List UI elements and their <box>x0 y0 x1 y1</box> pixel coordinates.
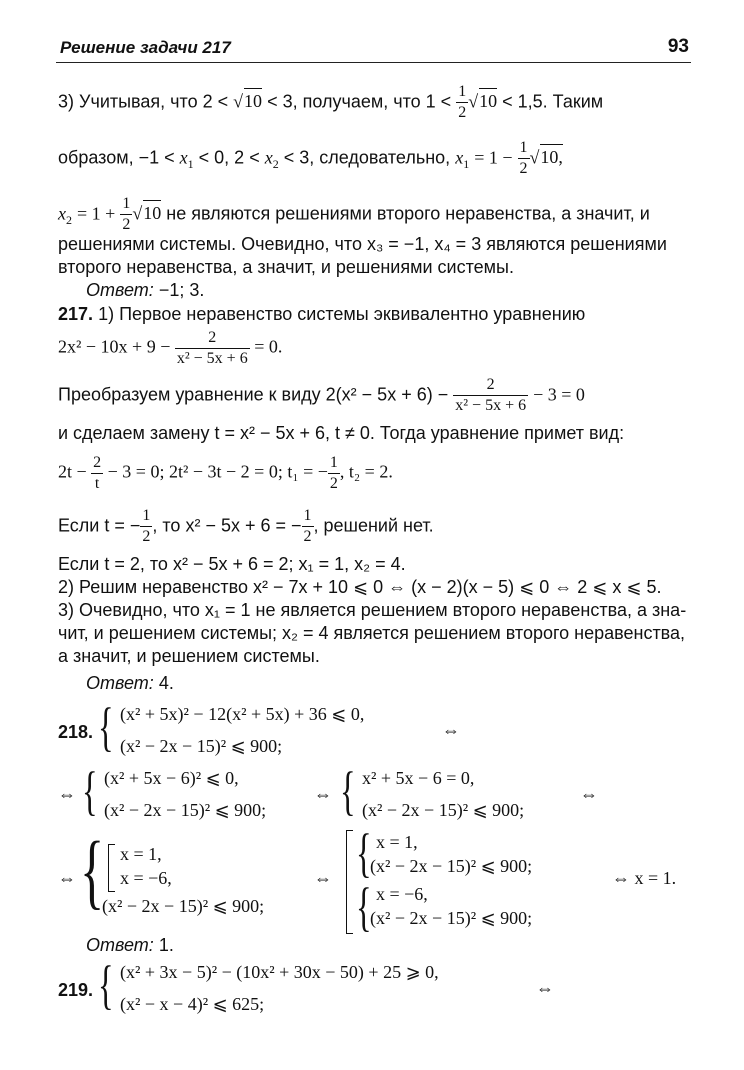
system-row: (x² − 2x − 15)² ⩽ 900; <box>362 800 525 820</box>
system-row: x² + 5x − 6 = 0, <box>362 768 475 788</box>
running-header <box>56 36 691 63</box>
system-brace: { <box>356 823 372 883</box>
system-row: (x² + 5x)² − 12(x² + 5x) + 36 ⩽ 0, <box>120 704 365 724</box>
subscript: 1 <box>187 156 194 171</box>
math-fragment: 2t − <box>58 461 87 482</box>
sqrt-value: 10 <box>244 88 262 112</box>
answer-value: 4. <box>158 673 174 693</box>
system-brace: { <box>98 955 114 1015</box>
problem-217-intro <box>58 303 585 325</box>
system-brace: { <box>356 877 372 937</box>
page-number: 93 <box>667 36 689 57</box>
answer-line <box>86 672 174 694</box>
fraction: $\frac{1}{2}$ <box>303 507 312 545</box>
system-row: (x² − 2x − 15)² ⩽ 900; <box>370 908 533 928</box>
text-fragment: < 0, 2 < <box>198 147 260 168</box>
answer-line <box>86 279 204 301</box>
text-fragment: образом, −1 < <box>58 147 175 168</box>
text-fragment: < 1,5. Таким <box>502 91 604 112</box>
equivalence-sign: ⇔ <box>536 978 554 998</box>
text-line-10: и сделаем замену t = x² − 5x + 6, t ≠ 0. Тогда уравнение примет вид: <box>58 423 625 443</box>
equivalence-sign: ⇔ <box>58 784 76 804</box>
system-row: (x² − x − 4)² ⩽ 625; <box>120 994 265 1014</box>
fraction: $\frac{1}{2}$ <box>519 139 528 177</box>
math-fragment: = 0. <box>254 336 283 357</box>
fraction: $\frac{1}{2}$ <box>122 195 131 233</box>
text-fragment: , то x² − 5x + 6 = − <box>152 515 302 536</box>
problem-number: 217. <box>58 304 94 324</box>
system-row: x = 1, <box>120 844 162 864</box>
system-row: (x² − 2x − 15)² ⩽ 900; <box>370 856 533 876</box>
equivalence-sign: ⇔ <box>314 784 332 804</box>
system-row: x = −6, <box>376 884 428 904</box>
variable: x <box>179 147 188 168</box>
text-line-14: 2) Решим неравенство x² − 7x + 10 ⩽ 0 ⇔ (x − 2)(x − 5) ⩽ 0 ⇔ 2 ⩽ x ⩽ 5. <box>58 577 662 597</box>
sqrt-value: 10 <box>143 200 161 224</box>
system-row: (x² − 2x − 15)² ⩽ 900; <box>102 896 265 916</box>
system-row: (x² + 5x − 6)² ⩽ 0, <box>104 768 239 788</box>
union-bracket <box>108 844 115 892</box>
text-line-16: чит, и решением системы; x₂ = 4 является решением второго неравенства, <box>58 623 686 643</box>
math-fragment: 2x² − 10x + 9 − <box>58 336 171 357</box>
fraction: $\frac{1}{2}$ <box>329 454 338 492</box>
text-line-3: $x_2 = 1$ + $\frac{1}{2}$ √10 не являются решениями второго неравенства, а значит, и <box>58 195 650 233</box>
problem-number: 218. <box>58 722 94 742</box>
text-line-1: 3) Учитывая, что 2 < √10 < 3, получаем, что 1 < $\frac{1}{2}$ √10 < 1,5. Таким <box>58 83 604 121</box>
text-line-9 <box>58 377 585 414</box>
system-brace: { <box>340 761 356 821</box>
math-fragment: − 3 = 0; 2t² − 3t − 2 = 0; t₁ = − <box>107 461 328 482</box>
fraction: $\frac{1}{2}$ <box>142 507 151 545</box>
subscript: 2 <box>272 156 279 171</box>
fraction: $\frac{2}{t}$ <box>93 454 102 492</box>
text-line-15: 3) Очевидно, что x₁ = 1 не является решением второго неравенства, а зна- <box>58 600 687 620</box>
fraction: $\frac{2}{\text{x² − 5x + 6}}$ <box>176 329 248 367</box>
answer-line <box>86 934 174 956</box>
sqrt-value: 10 <box>479 88 497 112</box>
system-brace: { <box>82 761 98 821</box>
answer-label: Ответ: <box>86 280 154 300</box>
sqrt-value: 10, <box>540 144 563 168</box>
answer-label: Ответ: <box>86 673 154 693</box>
system-row: x = −6, <box>120 868 172 888</box>
equation-line <box>58 455 393 492</box>
text-fragment: − 3 = 0 <box>533 384 585 405</box>
fraction: $\frac{2}{\text{x² − 5x + 6}}$ <box>455 376 527 414</box>
variable: x <box>264 147 273 168</box>
text-fragment: 3) Учитывая, что 2 < <box>58 91 229 112</box>
answer-value: −1; 3. <box>158 280 205 300</box>
text-fragment: 1) Первое неравенство системы эквивалентно уравнению <box>98 304 586 324</box>
equivalence-sign: ⇔ <box>580 784 598 804</box>
text-fragment: < 3, получаем, что 1 < <box>267 91 452 112</box>
text-line-5: второго неравенства, а значит, и решениями системы. <box>58 257 514 277</box>
system-row: (x² − 2x − 15)² ⩽ 900; <box>120 736 283 756</box>
result: ⇔ x = 1. <box>612 868 677 888</box>
text-line-12 <box>58 508 434 545</box>
text-line-2: образом, $-1 < x_1 < 0$, $2 < x_2 < 3$, следовательно, $x_1 = 1$ − $\frac{1}{2}$ √10, <box>58 139 563 177</box>
header-title: Решение задачи 217 <box>60 38 231 57</box>
subscript: 2 <box>66 212 72 227</box>
text-line-17: а значит, и решением системы. <box>58 646 320 666</box>
system-row: x = 1, <box>376 832 418 852</box>
text-fragment: не являются решениями второго неравенства, а значит, и <box>166 203 650 224</box>
system-row: (x² − 2x − 15)² ⩽ 900; <box>104 800 267 820</box>
problem-number: 219. <box>58 980 94 1000</box>
system-brace: { <box>98 697 114 757</box>
text-fragment: Если t = − <box>58 515 141 536</box>
math-fragment: , t₂ = 2. <box>339 461 393 482</box>
text-fragment: = 1 − <box>474 147 513 168</box>
text-fragment: Преобразуем уравнение к виду 2(x² − 5x + 6) − <box>58 384 449 405</box>
problem-218 <box>58 697 698 940</box>
system-row: (x² + 3x − 5)² − (10x² + 30x − 50) + 25 ⩾ 0, <box>120 962 439 982</box>
variable: x <box>455 147 464 168</box>
union-bracket <box>346 830 353 934</box>
text-fragment: < 3, следовательно, <box>283 147 451 168</box>
answer-label: Ответ: <box>86 935 154 955</box>
system-brace: { <box>80 825 105 918</box>
equation-line <box>58 330 282 367</box>
text-line-13: Если t = 2, то x² − 5x + 6 = 2; x₁ = 1, x₂ = 4. <box>58 554 406 574</box>
equivalence-sign: ⇔ <box>58 868 76 888</box>
answer-value: 1. <box>158 935 174 955</box>
equivalence-sign: ⇔ <box>314 868 332 888</box>
subscript: 1 <box>463 156 470 171</box>
problem-219 <box>58 955 698 1038</box>
text-line-4: решениями системы. Очевидно, что x₃ = −1, x₄ = 3 являются решениями <box>58 234 667 254</box>
equivalence-sign: ⇔ <box>442 720 460 740</box>
variable: x <box>58 203 66 224</box>
text-fragment: = 1 + <box>77 203 116 224</box>
fraction: $\frac{1}{2}$ <box>458 83 467 121</box>
text-fragment: , решений нет. <box>313 515 434 536</box>
